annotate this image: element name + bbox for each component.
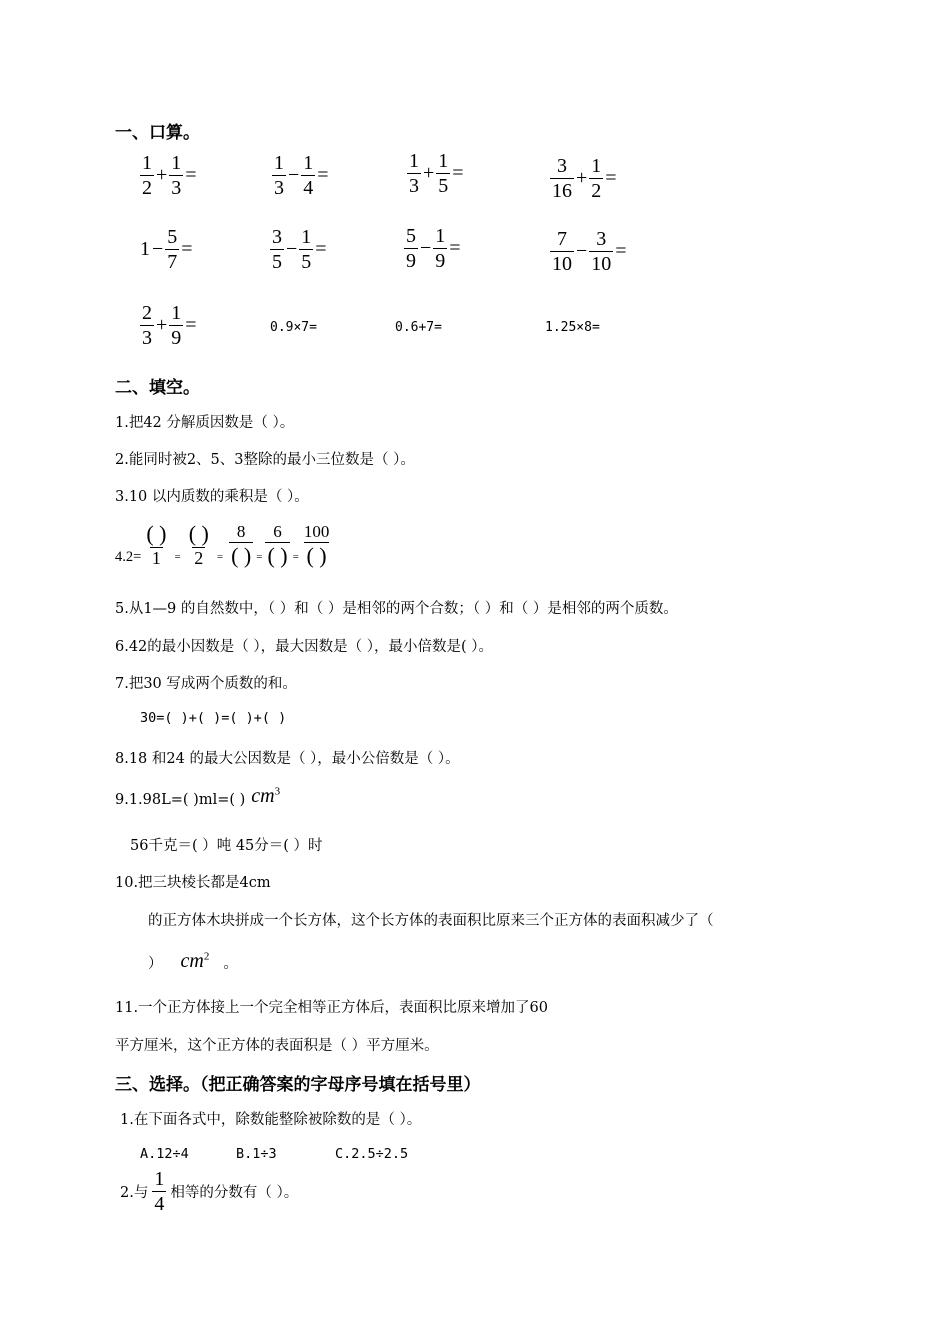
- choice-option-b: B.1÷3: [236, 1146, 277, 1162]
- operator: −: [420, 237, 432, 259]
- operator: −: [286, 238, 298, 260]
- denominator: 3: [274, 177, 284, 199]
- operator: +: [156, 164, 168, 186]
- fill-question-3: 3.10 以内质数的乘积是（ ）。: [115, 489, 309, 505]
- numerator: 1: [274, 152, 284, 174]
- fill-question-4: [115, 522, 334, 569]
- oral-item: [404, 225, 463, 272]
- operator: −: [576, 240, 588, 262]
- numerator: 1: [171, 152, 182, 174]
- numerator: 2: [142, 302, 152, 324]
- choice-question-2: [120, 1168, 298, 1215]
- denominator: 4: [303, 177, 314, 199]
- oral-item: 1.25×8=: [545, 320, 600, 335]
- numerator: 3: [596, 228, 607, 250]
- operator: −: [152, 238, 164, 260]
- fill-question-7: 7.把30 写成两个质数的和。: [115, 676, 297, 692]
- oral-item: 0.9×7=: [270, 320, 317, 335]
- whole-number: 1: [140, 238, 150, 260]
- equals: =: [216, 551, 224, 564]
- equals: =: [256, 551, 263, 564]
- equals: =: [185, 164, 197, 186]
- oral-item: [140, 302, 199, 349]
- numerator: 8: [236, 521, 246, 541]
- denominator: ( ): [267, 543, 288, 569]
- q2-suffix: 相等的分数有（ ）。: [170, 1185, 299, 1201]
- numerator: ( ): [188, 521, 209, 546]
- q2-prefix: 2.与: [120, 1185, 149, 1201]
- equals: =: [292, 551, 299, 564]
- equals: =: [315, 238, 327, 260]
- fill-question-8: 8.18 和24 的最大公因数是（ ），最小公倍数是（ ）。: [115, 751, 460, 767]
- fill-question-11a: 11.一个正方体接上一个完全相等正方体后，表面积比原来增加了60: [115, 1000, 549, 1016]
- numerator: 1: [171, 302, 182, 324]
- numerator: 1: [591, 155, 602, 177]
- oral-item: [270, 226, 329, 273]
- equals: =: [615, 240, 627, 262]
- numerator: ( ): [146, 521, 167, 546]
- denominator: 5: [301, 251, 312, 273]
- numerator: 3: [272, 226, 282, 248]
- fill-question-9: [115, 785, 280, 808]
- equals: =: [317, 164, 329, 186]
- numerator: 7: [557, 228, 567, 250]
- denominator: 2: [194, 548, 204, 569]
- fill-question-5: 5.从1—9 的自然数中，（ ）和（ ）是相邻的两个合数；（ ）和（ ）是相邻的两个质数。: [115, 601, 678, 617]
- equals: =: [181, 238, 193, 260]
- operator: +: [423, 162, 435, 184]
- fill-question-6: 6.42的最小因数是（ ），最大因数是（ ），最小倍数是( ）。: [115, 639, 494, 655]
- fill-question-11b: 平方厘米，这个正方体的表面积是（ ）平方厘米。: [115, 1038, 439, 1054]
- oral-item: [140, 152, 199, 199]
- section-title-oral: 一、口算。: [115, 123, 200, 143]
- denominator: 7: [167, 251, 178, 273]
- denominator: 4: [154, 1193, 165, 1215]
- numerator: 1: [303, 152, 314, 174]
- operator: +: [156, 314, 168, 336]
- denominator: 9: [435, 250, 446, 272]
- fill-question-7-line: 30=( )+( )=( )+( ): [140, 710, 287, 726]
- unit-cm3: $cm^3$: [251, 785, 281, 807]
- numerator: 1: [435, 225, 446, 247]
- numerator: 1: [142, 152, 152, 174]
- equals: =: [449, 237, 461, 259]
- equals: =: [174, 551, 181, 564]
- fill-question-10b: 的正方体木块拼成一个长方体，这个长方体的表面积比原来三个正方体的表面积减少了（: [148, 913, 714, 929]
- denominator: ( ): [306, 543, 327, 569]
- numerator: 5: [406, 225, 416, 247]
- denominator: 3: [142, 327, 152, 349]
- oral-item: [550, 155, 619, 202]
- unit-cm2: $cm^2$: [180, 950, 210, 972]
- denominator: 5: [272, 251, 282, 273]
- q9-text: 9.1.98L=( )ml=( ): [115, 792, 246, 808]
- numerator: 5: [167, 226, 178, 248]
- denominator: 10: [552, 253, 572, 275]
- denominator: 5: [438, 175, 449, 197]
- numerator: 3: [557, 155, 567, 177]
- oral-item: 0.6+7=: [395, 320, 442, 335]
- denominator: 2: [142, 177, 152, 199]
- denominator: 3: [171, 177, 182, 199]
- choice-question-1: 1.在下面各式中，除数能整除被除数的是（ ）。: [120, 1112, 422, 1128]
- fill-question-10c: [148, 950, 238, 973]
- fill-question-1: 1.把42 分解质因数是（ ）。: [115, 415, 295, 431]
- close-paren: ）: [148, 956, 163, 972]
- denominator: 1: [151, 548, 161, 569]
- oral-item: [140, 226, 195, 273]
- operator: +: [576, 167, 588, 189]
- choice-option-a: A.12÷4: [140, 1146, 189, 1162]
- numerator: 1: [154, 1168, 165, 1190]
- numerator: 1: [301, 226, 312, 248]
- numerator: 1: [438, 150, 449, 172]
- denominator: 3: [409, 175, 419, 197]
- oral-item: [407, 150, 466, 197]
- denominator: 9: [406, 250, 416, 272]
- operator: −: [288, 164, 300, 186]
- denominator: ( ): [231, 543, 252, 569]
- numerator: 100: [303, 521, 330, 541]
- oral-item: [272, 152, 331, 199]
- section-title-choice: 三、选择。（把正确答案的字母序号填在括号里）: [115, 1075, 481, 1095]
- denominator: 16: [552, 180, 572, 202]
- equals: =: [452, 162, 464, 184]
- numerator: 1: [409, 150, 419, 172]
- denominator: 2: [591, 180, 602, 202]
- choice-option-c: C.2.5÷2.5: [335, 1146, 409, 1162]
- q4-prefix: 4.2=: [115, 548, 142, 565]
- equals: =: [185, 314, 197, 336]
- equals: =: [605, 167, 617, 189]
- section-title-fill: 二、填空。: [115, 378, 200, 398]
- numerator: 6: [273, 521, 282, 541]
- denominator: 9: [171, 327, 182, 349]
- oral-item: [550, 228, 629, 275]
- denominator: 10: [591, 253, 612, 275]
- fill-question-2: 2.能同时被2、5、3整除的最小三位数是（ ）。: [115, 452, 415, 468]
- fill-question-10a: 10.把三块棱长都是4cm: [115, 875, 271, 891]
- period: 。: [223, 956, 238, 972]
- fill-question-9-line2: 56千克＝( ）吨 45分＝( ）时: [130, 838, 323, 854]
